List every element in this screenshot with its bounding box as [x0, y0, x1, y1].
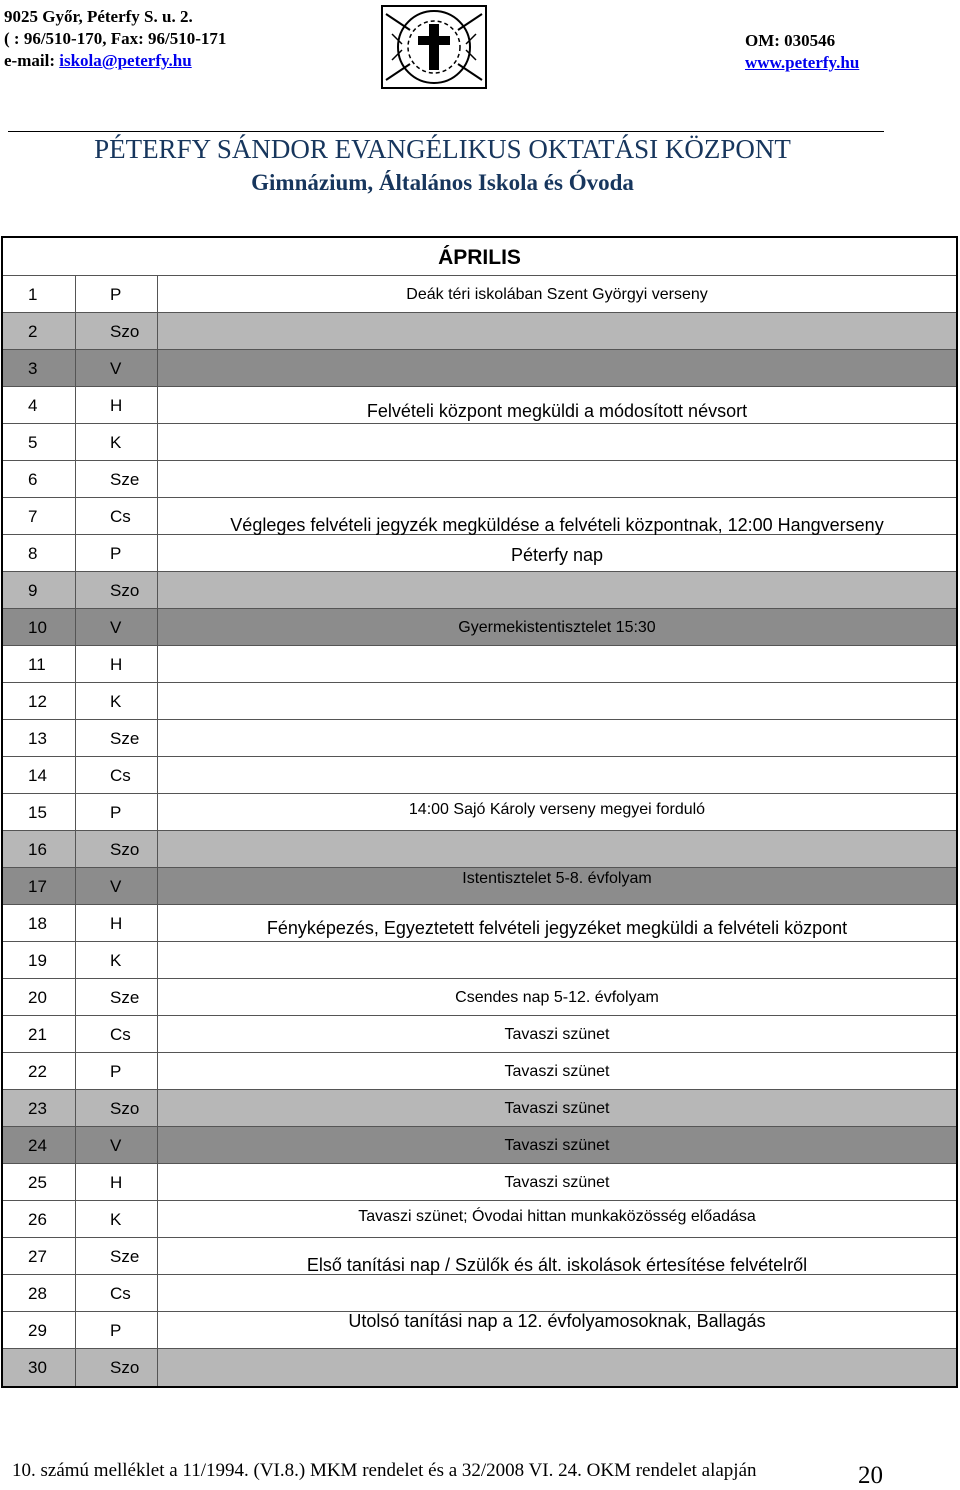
event-text: 14:00 Sajó Károly verseny megyei forduló [408, 801, 706, 818]
email-link[interactable]: iskola@peterfy.hu [59, 51, 192, 70]
event-cell [158, 1201, 956, 1237]
calendar-row [3, 387, 956, 424]
calendar-row [3, 1312, 956, 1349]
weekday: V [76, 868, 158, 904]
day-number: 19 [3, 942, 76, 978]
event-cell [158, 498, 956, 534]
calendar-row [3, 461, 956, 498]
event-cell [158, 350, 956, 386]
calendar-table [1, 236, 958, 1388]
day-number: 10 [3, 609, 76, 645]
weekday: Sze [76, 1238, 158, 1274]
day-number: 24 [3, 1127, 76, 1163]
day-number: 16 [3, 831, 76, 867]
event-text: Tavaszi szünet [504, 1174, 610, 1191]
event-text: Fényképezés, Egyeztetett felvételi jegyzéket megküldi a felvételi központ [266, 918, 848, 938]
weekday: K [76, 424, 158, 460]
email-line [4, 50, 226, 72]
weekday: H [76, 1164, 158, 1200]
event-text: Tavaszi szünet [504, 1137, 610, 1154]
day-number: 20 [3, 979, 76, 1015]
weekday: Sze [76, 720, 158, 756]
calendar-row [3, 868, 956, 905]
school-ids [745, 30, 859, 74]
event-text: Tavaszi szünet; Óvodai hittan munkaközösség előadása [358, 1208, 756, 1225]
day-number: 29 [3, 1312, 76, 1348]
event-cell [158, 424, 956, 460]
event-cell [158, 1127, 956, 1163]
event-cell [158, 461, 956, 497]
day-number: 8 [3, 535, 76, 571]
event-cell [158, 757, 956, 793]
event-text: Gyermekistentisztelet 15:30 [458, 619, 656, 636]
calendar-row [3, 979, 956, 1016]
weekday: K [76, 683, 158, 719]
event-text: Tavaszi szünet [504, 1063, 610, 1080]
day-number: 3 [3, 350, 76, 386]
event-cell [158, 609, 956, 645]
event-cell [158, 1238, 956, 1274]
weekday: H [76, 905, 158, 941]
day-number: 25 [3, 1164, 76, 1200]
calendar-row [3, 942, 956, 979]
weekday: Szo [76, 313, 158, 349]
day-number: 15 [3, 794, 76, 830]
day-number: 22 [3, 1053, 76, 1089]
event-cell [158, 683, 956, 719]
day-number: 18 [3, 905, 76, 941]
school-subtitle: Gimnázium, Általános Iskola és Óvoda [251, 170, 634, 195]
day-number: 11 [3, 646, 76, 682]
weekday: H [76, 387, 158, 423]
day-number: 6 [3, 461, 76, 497]
calendar-row [3, 1164, 956, 1201]
calendar-row [3, 683, 956, 720]
event-cell [158, 1312, 956, 1348]
weekday: V [76, 350, 158, 386]
calendar-row [3, 498, 956, 535]
calendar-row [3, 905, 956, 942]
calendar-row [3, 424, 956, 461]
header-divider [8, 131, 884, 132]
weekday: P [76, 535, 158, 571]
event-cell [158, 572, 956, 608]
phone-fax: ( : 96/510-170, Fax: 96/510-171 [4, 29, 227, 48]
page-number: 20 [858, 1462, 883, 1489]
calendar-row [3, 572, 956, 609]
website-link[interactable]: www.peterfy.hu [745, 53, 860, 72]
event-text: Péterfy nap [510, 545, 604, 565]
event-text: Utolsó tanítási nap a 12. évfolyamosoknak, Ballagás [348, 1311, 766, 1331]
calendar-row [3, 276, 956, 313]
day-number: 12 [3, 683, 76, 719]
calendar-row [3, 535, 956, 572]
event-cell [158, 905, 956, 941]
day-number: 26 [3, 1201, 76, 1237]
school-logo [380, 4, 488, 90]
calendar-row [3, 1238, 956, 1275]
event-cell [158, 794, 956, 830]
event-cell [158, 1349, 956, 1386]
weekday: Cs [76, 498, 158, 534]
event-cell [158, 646, 956, 682]
calendar-row [3, 313, 956, 350]
calendar-rows [3, 276, 956, 1386]
email-label: e-mail: [4, 51, 60, 70]
weekday: K [76, 1201, 158, 1237]
day-number: 23 [3, 1090, 76, 1126]
om-number: OM: 030546 [745, 31, 836, 50]
calendar-row [3, 757, 956, 794]
school-name: PÉTERFY SÁNDOR EVANGÉLIKUS OKTATÁSI KÖZPONT [94, 134, 791, 164]
weekday: P [76, 794, 158, 830]
event-cell [158, 942, 956, 978]
event-cell [158, 868, 956, 904]
calendar-row [3, 1016, 956, 1053]
weekday: Cs [76, 757, 158, 793]
calendar-row [3, 609, 956, 646]
weekday: P [76, 276, 158, 312]
weekday: Cs [76, 1016, 158, 1052]
address: 9025 Győr, Péterfy S. u. 2. [4, 7, 193, 26]
weekday: Szo [76, 831, 158, 867]
event-text: Istentisztelet 5-8. évfolyam [462, 870, 652, 887]
event-text: Felvételi központ megküldi a módosított névsort [366, 401, 748, 421]
calendar-row [3, 1053, 956, 1090]
day-number: 13 [3, 720, 76, 756]
weekday: K [76, 942, 158, 978]
weekday: V [76, 609, 158, 645]
weekday: P [76, 1053, 158, 1089]
event-cell [158, 979, 956, 1015]
event-cell [158, 276, 956, 312]
event-text: Deák téri iskolában Szent Györgyi verseny [406, 286, 708, 303]
day-number: 17 [3, 868, 76, 904]
weekday: Szo [76, 572, 158, 608]
calendar-row [3, 1090, 956, 1127]
event-text: Csendes nap 5-12. évfolyam [455, 989, 659, 1006]
weekday: Szo [76, 1090, 158, 1126]
day-number: 4 [3, 387, 76, 423]
day-number: 5 [3, 424, 76, 460]
event-cell [158, 1016, 956, 1052]
day-number: 9 [3, 572, 76, 608]
event-text: Tavaszi szünet [504, 1026, 610, 1043]
day-number: 27 [3, 1238, 76, 1274]
event-cell [158, 313, 956, 349]
weekday: P [76, 1312, 158, 1348]
day-number: 1 [3, 276, 76, 312]
school-contact [4, 6, 226, 72]
weekday: Cs [76, 1275, 158, 1311]
calendar-row [3, 350, 956, 387]
month-title: ÁPRILIS [3, 238, 956, 276]
event-cell [158, 1164, 956, 1200]
calendar-row [3, 1349, 956, 1386]
day-number: 28 [3, 1275, 76, 1311]
calendar-row [3, 794, 956, 831]
day-number: 2 [3, 313, 76, 349]
weekday: H [76, 646, 158, 682]
event-text: Végleges felvételi jegyzék megküldése a felvételi központnak, 12:00 Hangverseny [230, 515, 884, 535]
weekday: V [76, 1127, 158, 1163]
event-cell [158, 1090, 956, 1126]
event-cell [158, 1053, 956, 1089]
event-cell [158, 535, 956, 571]
day-number: 14 [3, 757, 76, 793]
calendar-row [3, 646, 956, 683]
calendar-row [3, 1127, 956, 1164]
event-text: Tavaszi szünet [504, 1100, 610, 1117]
event-cell [158, 720, 956, 756]
day-number: 7 [3, 498, 76, 534]
event-text: Első tanítási nap / Szülők és ált. iskolások értesítése felvételről [306, 1255, 808, 1275]
weekday: Szo [76, 1349, 158, 1386]
weekday: Sze [76, 461, 158, 497]
calendar-row [3, 1201, 956, 1238]
weekday: Sze [76, 979, 158, 1015]
footer-note: 10. számú melléklet a 11/1994. (VI.8.) MKM rendelet és a 32/2008 VI. 24. OKM rendelet alapján [12, 1460, 757, 1481]
event-cell [158, 387, 956, 423]
day-number: 30 [3, 1349, 76, 1386]
day-number: 21 [3, 1016, 76, 1052]
calendar-row [3, 720, 956, 757]
